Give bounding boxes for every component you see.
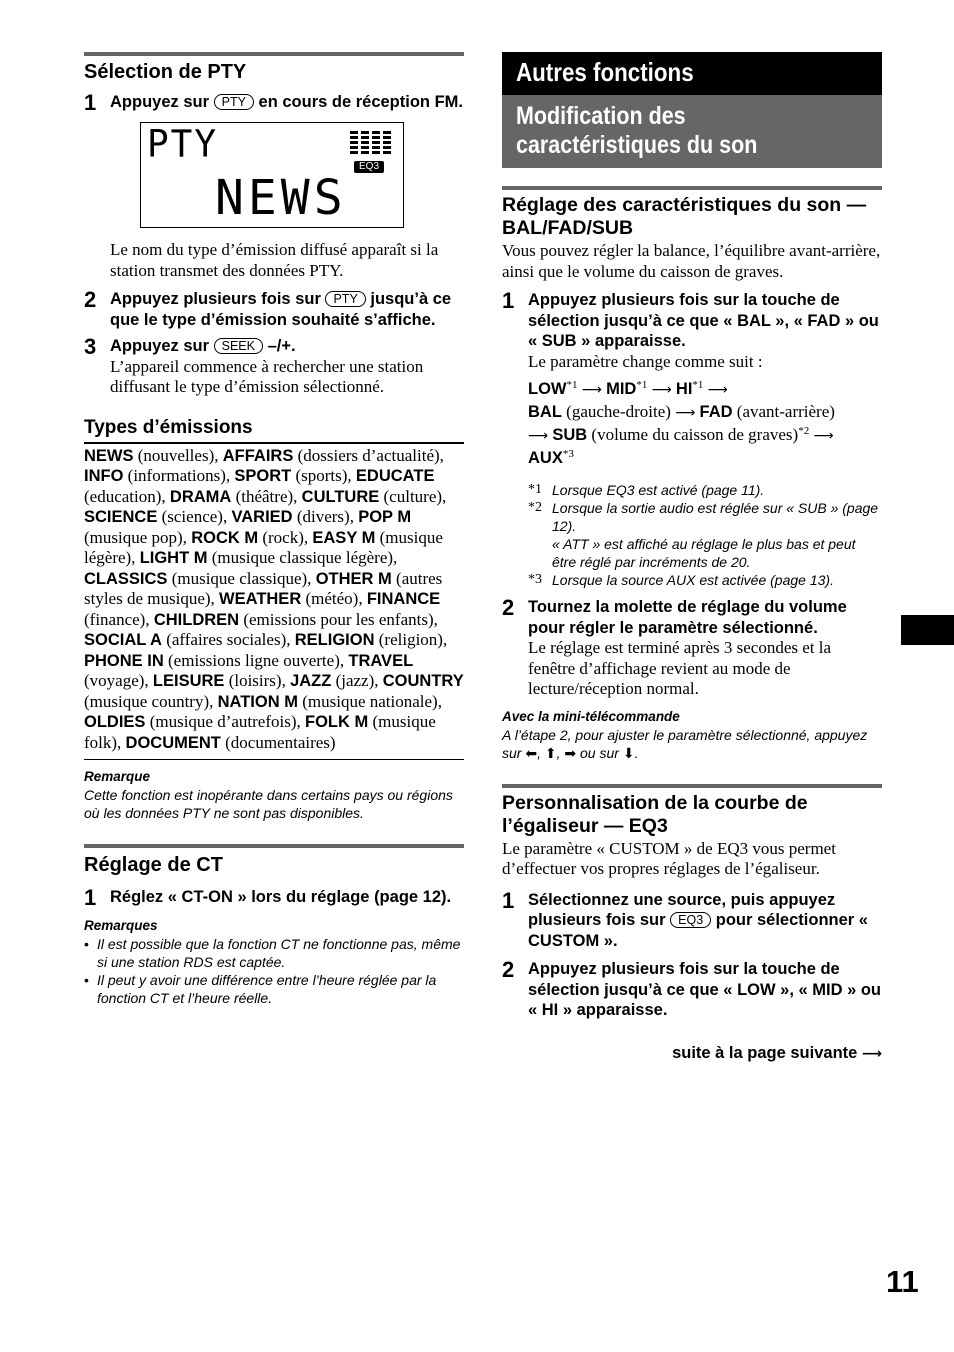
bullet-icon: •: [84, 972, 89, 988]
flow-fad: FAD: [699, 403, 733, 421]
arrow-left-icon: ⬅: [525, 744, 538, 761]
banner-line-1: Modification des: [516, 102, 686, 130]
pty-type-code: SOCIAL A: [84, 631, 162, 649]
pty-step-3-body: L’appareil commence à rechercher une station diffusant le type d’émission sélectionné.: [110, 356, 424, 396]
step-body: Le réglage est terminé après 3 secondes et la fenêtre d’affichage revient au mode de lecture/réception normal.: [528, 638, 832, 698]
pty-type-code: ROCK M: [191, 528, 259, 547]
ct-notes: [84, 917, 464, 1007]
ct-section-title: Réglage de CT: [84, 854, 223, 876]
bullet-icon: •: [84, 936, 89, 952]
remote-note-title: Avec la mini-télécommande: [502, 708, 680, 724]
pty-type-desc: (musique classique légère),: [207, 548, 398, 567]
pty-type-desc: (nouvelles),: [133, 445, 223, 465]
pty-step-3: [84, 336, 464, 398]
remote-note: [502, 708, 882, 762]
pty-type-desc: (rock),: [258, 527, 313, 547]
step-text-post: –/+.: [267, 337, 296, 355]
footnote-text: Lorsque la source AUX est activée (page 13).: [552, 572, 834, 588]
remote-text-a: A l’étape 2, pour ajuster le paramètre sélectionné, appuyez sur: [502, 726, 868, 761]
footnote-ref: *3: [562, 448, 574, 460]
step-text-pre: Appuyez sur: [110, 93, 210, 111]
lcd-line-news: NEWS: [215, 170, 347, 226]
ct-step-1: [84, 887, 464, 909]
step-instruction: Appuyez plusieurs fois sur la touche de sélection jusqu’à ce que « LOW », « MID » ou « HI » apparaisse.: [528, 960, 881, 1019]
pty-type-desc: (autres styles de musique),: [84, 568, 443, 608]
continue-next-page: [502, 1043, 882, 1064]
step-instruction: Appuyez plusieurs fois sur la touche de sélection jusqu’à ce que « BAL », « FAD » ou « SUB » apparaisse.: [528, 291, 879, 350]
arrow-up-icon: ⬆: [544, 744, 557, 761]
pty-type-code: OLDIES: [84, 713, 146, 731]
ct-section-rule: [84, 844, 464, 848]
footnote-mark: *1: [528, 482, 542, 497]
pty-type-desc: (emissions ligne ouverte),: [163, 650, 349, 670]
eq-level-icon: [350, 131, 394, 159]
pty-key: PTY: [214, 94, 254, 110]
pty-type-desc: (sports),: [291, 466, 356, 485]
pty-type-desc: (musique folk),: [84, 712, 436, 752]
pty-type-desc: (affaires sociales),: [161, 630, 295, 649]
flow-sub: SUB: [552, 426, 588, 444]
eq3-section-rule: [502, 784, 882, 788]
pty-type-code: RELIGION: [294, 631, 375, 649]
footnote-ref: *2: [798, 425, 810, 437]
lcd-display-illustration: [140, 122, 404, 228]
footnote-mark: *3: [528, 572, 542, 587]
pty-type-desc: (emissions pour les enfants),: [239, 609, 438, 629]
pty-type-desc: (religion),: [374, 630, 448, 649]
pty-type-code: FINANCE: [366, 590, 441, 608]
types-title: Types d’émissions: [84, 416, 464, 444]
pty-type-code: CULTURE: [301, 487, 380, 506]
lcd-line-pty: PTY: [147, 122, 219, 166]
pty-type-desc: (culture),: [379, 486, 447, 506]
pty-type-code: EASY M: [312, 528, 376, 547]
step-text-post: pour sélectionner « CUSTOM ».: [528, 911, 868, 950]
pty-type-desc: (jazz),: [331, 671, 383, 690]
footnote-text: « ATT » est affiché au réglage le plus bas et peut être réglé par incréments de 20.: [552, 536, 856, 570]
pty-type-desc: (théâtre),: [231, 486, 302, 506]
arrow-right-icon: ⟶: [528, 428, 549, 444]
step-number: 3: [84, 334, 97, 359]
step-instruction: Réglez « CT-ON » lors du réglage (page 12).: [110, 888, 452, 906]
footnote-text: Lorsque EQ3 est activé (page 11).: [552, 482, 765, 498]
step-instruction: [110, 289, 464, 330]
footnote: [528, 535, 882, 571]
pty-type-code: TRAVEL: [348, 651, 414, 670]
note-item-text: Il est possible que la fonction CT ne fonctionne pas, même si une station RDS est captée.: [97, 936, 461, 970]
pty-type-desc: (science),: [157, 507, 232, 526]
types-list: [84, 446, 464, 761]
footnote-text: Lorsque la sortie audio est réglée sur « SUB » (page 12).: [552, 500, 879, 534]
bal-step-1: [502, 290, 882, 469]
step-text-pre: Appuyez sur: [110, 337, 210, 355]
pty-type-desc: (musique légère),: [84, 527, 443, 567]
pty-type-desc: (loisirs),: [224, 671, 291, 690]
pty-type-code: OTHER M: [315, 569, 392, 588]
step-number: 2: [502, 595, 515, 620]
pty-type-desc: (musique pop),: [84, 527, 192, 547]
pty-type-code: PHONE IN: [84, 651, 164, 670]
pty-type-code: INFO: [84, 467, 124, 485]
step-number: 2: [84, 287, 97, 312]
step-instruction: [110, 92, 464, 113]
pty-type-code: WEATHER: [219, 590, 302, 608]
eq3-intro: Le paramètre « CUSTOM » de EQ3 vous permet d’effectuer vos propres réglages de l’égaliseur.: [502, 838, 836, 878]
footnote-mark: [528, 535, 552, 571]
pty-type-code: LEISURE: [152, 672, 225, 690]
step-text-pre: Appuyez plusieurs fois sur: [110, 290, 321, 308]
note-title: Remarque: [84, 769, 151, 784]
step-instruction: Tournez la molette de réglage du volume pour régler le paramètre sélectionné.: [528, 598, 847, 637]
pty-section-title: Sélection de PTY: [84, 61, 247, 83]
banner-title: Autres fonctions: [516, 57, 694, 87]
continue-text: suite à la page suivante: [672, 1043, 858, 1062]
pty-type-desc: (musique nationale),: [297, 691, 442, 711]
eq3-title: Personnalisation de la courbe de l’égaliseur — EQ3: [502, 791, 808, 837]
pty-type-code: DRAMA: [169, 487, 232, 506]
note-block: [84, 768, 464, 822]
step-body: Le paramètre change comme suit :: [528, 351, 763, 371]
arrow-right-icon: ⟶: [651, 382, 672, 398]
right-column: [502, 52, 882, 1064]
banner-line-2: caractéristiques du son: [516, 131, 758, 159]
pty-type-code: CHILDREN: [153, 610, 240, 629]
pty-type-desc: (voyage),: [84, 671, 153, 690]
pty-type-desc: (musique country),: [84, 691, 218, 711]
flow-bal: BAL: [528, 403, 562, 421]
left-column: [84, 52, 464, 1007]
arrow-down-icon: ⬇: [622, 744, 635, 761]
arrow-right-icon: ⟶: [813, 428, 834, 444]
pty-type-code: POP M: [358, 508, 412, 526]
flow-low: LOW: [528, 380, 567, 398]
footnote-ref: *1: [566, 379, 578, 391]
eq3-badge: EQ3: [354, 161, 384, 173]
footnote-mark: *2: [528, 500, 542, 515]
pty-type-desc: (informations),: [123, 466, 235, 485]
step-text-post: jusqu’à ce que le type d’émission souhaité s’affiche.: [110, 290, 452, 329]
pty-type-code: NEWS: [84, 446, 134, 465]
seek-key: SEEK: [214, 338, 263, 354]
step-number: 1: [84, 90, 97, 115]
arrow-right-icon: ⟶: [581, 382, 602, 398]
step-number: 1: [502, 288, 515, 313]
step-instruction: [528, 890, 882, 952]
remote-text-b: ou sur: [580, 744, 619, 761]
notes-title: Remarques: [84, 918, 158, 933]
pty-key: PTY: [325, 291, 365, 307]
bal-intro: Vous pouvez régler la balance, l’équilibre avant-arrière, ainsi que le volume du caisson de graves.: [502, 241, 881, 281]
arrow-right-icon: ⟶: [675, 405, 696, 421]
flow-mid: MID: [606, 380, 637, 398]
pty-type-code: VARIED: [231, 508, 293, 526]
step-text-pre: Sélectionnez une source, puis appuyez plusieurs fois sur: [528, 890, 836, 929]
note-text: Cette fonction est inopérante dans certains pays ou régions où les données PTY ne sont pas disponibles.: [84, 787, 453, 821]
step-number: 1: [502, 887, 515, 913]
step-instruction: [110, 336, 464, 357]
arrow-right-icon: ⟶: [707, 382, 728, 398]
flow-aux: AUX: [528, 449, 563, 467]
pty-type-code: JAZZ: [290, 672, 332, 690]
pty-type-code: NATION M: [217, 692, 298, 711]
banner-other-functions: [502, 52, 882, 95]
pty-type-desc: (musique classique),: [167, 568, 316, 588]
remote-note-text: A l’étape 2, pour ajuster le paramètre sélectionné, appuyez sur ⬅, ⬆, ➡ ou sur ⬇.: [502, 726, 868, 761]
pty-type-code: COUNTRY: [382, 672, 464, 690]
pty-type-desc: (musique d’autrefois),: [145, 712, 306, 731]
pty-type-desc: (divers),: [292, 507, 359, 526]
footnote-ref: *1: [692, 379, 704, 391]
footnote: [528, 499, 882, 535]
arrow-right-icon: ⟶: [861, 1045, 882, 1062]
pty-type-code: SPORT: [234, 467, 292, 485]
step-number: 2: [502, 957, 515, 982]
arrow-right-icon: ➡: [564, 744, 577, 761]
pty-type-desc: (documentaires): [220, 732, 336, 752]
eq3-step-1: [502, 887, 882, 952]
pty-type-code: SCIENCE: [84, 508, 158, 526]
chapter-tab-marker: [901, 615, 954, 645]
parameter-flow: [528, 378, 882, 469]
pty-type-code: CLASSICS: [84, 569, 168, 588]
note-item: [84, 935, 464, 971]
note-item: [84, 971, 464, 1007]
eq3-key: EQ3: [670, 912, 711, 928]
pty-type-code: FOLK M: [305, 713, 369, 731]
pty-type-desc: (dossiers d’actualité),: [293, 445, 444, 465]
step-number: 1: [84, 885, 97, 910]
pty-type-desc: (météo),: [301, 589, 367, 608]
page-number: 11: [886, 1264, 919, 1299]
flow-fad-desc: (avant-arrière): [732, 402, 835, 421]
pty-type-code: EDUCATE: [355, 467, 435, 485]
step-text-post: en cours de réception FM.: [258, 93, 463, 111]
pty-step-1-body: Le nom du type d’émission diffusé apparaît si la station transmet des données PTY.: [110, 240, 439, 280]
bal-footnotes: [502, 481, 882, 589]
flow-sub-desc: (volume du caisson de graves): [587, 425, 799, 444]
footnote: [528, 571, 882, 589]
pty-step-2: [84, 289, 464, 330]
banner-sound-settings: [502, 95, 882, 168]
pty-type-desc: (education),: [84, 486, 170, 506]
flow-bal-desc: (gauche-droite): [561, 402, 676, 421]
bal-title: Réglage des caractéristiques du son — BAL/FAD/SUB: [502, 194, 867, 239]
bal-section-rule: [502, 186, 882, 190]
pty-type-code: LIGHT M: [139, 549, 208, 567]
footnote-ref: *1: [636, 379, 648, 391]
flow-hi: HI: [675, 380, 693, 398]
footnote: [528, 481, 882, 499]
bal-step-2: [502, 597, 882, 700]
pty-step-1: [84, 92, 464, 114]
pty-section-rule: [84, 52, 464, 56]
pty-type-desc: (finance),: [84, 609, 154, 629]
eq3-step-2: [502, 959, 882, 1021]
pty-type-code: AFFAIRS: [222, 446, 294, 465]
note-item-text: Il peut y avoir une différence entre l’heure réglée par la fonction CT et l’heure réelle.: [97, 972, 437, 1006]
pty-type-code: DOCUMENT: [125, 733, 221, 752]
